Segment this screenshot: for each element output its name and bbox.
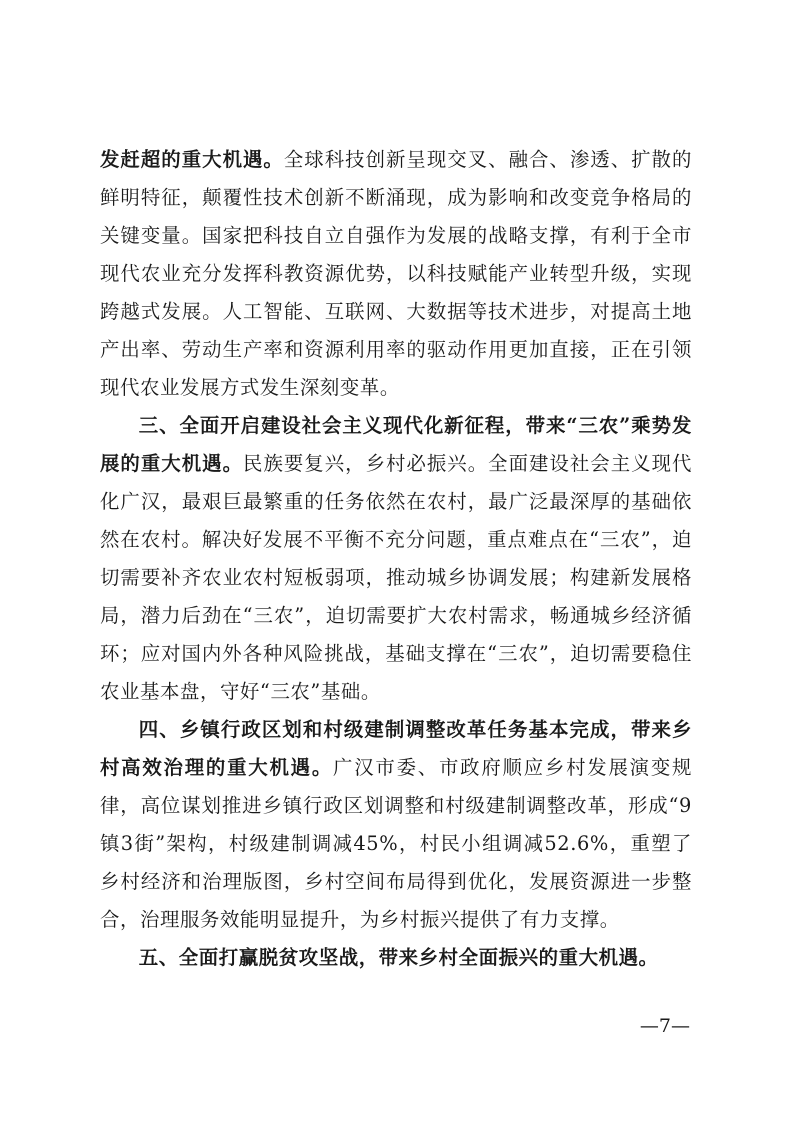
- paragraph-text: 全球科技创新呈现交叉、融合、渗透、扩散的鲜明特征，颠覆性技术创新不断涌现，成为影响和改变竞争格局的关键变量。国家把科技自立自强作为发展的战略支撑，有利于全市现代农业充分发挥科教资源优势，以科技赋能产业转型升级，实现跨越式发展。人工智能、互联网、大数据等技术进步，对提高土地产出率、劳动生产率和资源利用率的驱动作用更加直接，正在引领现代农业发展方式发生深刻变革。: [100, 148, 692, 399]
- document-body: [100, 141, 692, 977]
- paragraph-lead: 发赶超的重大机遇。: [100, 148, 284, 171]
- paragraph-tech-opportunity: [100, 141, 692, 407]
- paragraph-text: 广汉市委、市政府顺应乡村发展演变规律，高位谋划推进乡镇行政区划调整和村级建制调整改革，形成“9镇3街”架构，村级建制调减45%，村民小组调减52.6%，重塑了乡村经济和治理版图，乡村空间布局得到优化，发展资源进一步整合，治理服务效能明显提升，为乡村振兴提供了有力支撑。: [100, 756, 692, 931]
- section-heading: 五、全面打赢脱贫攻坚战，带来乡村全面振兴的重大机遇。: [138, 946, 659, 969]
- paragraph-text: 民族要复兴，乡村必振兴。全面建设社会主义现代化广汉，最艰巨最繁重的任务依然在农村，最广泛最深厚的基础依然在农村。解决好发展不平衡不充分问题，重点难点在“三农”，迫切需要补齐农业农村短板弱项，推动城乡协调发展；构建新发展格局，潜力后劲在“三农”，迫切需要扩大农村需求，畅通城乡经济循环；应对国内外各种风险挑战，基础支撑在“三农”，迫切需要稳住农业基本盘，守好“三农”基础。: [100, 452, 693, 703]
- paragraph-section-five: [100, 939, 692, 977]
- page-number: —7—: [639, 1015, 690, 1037]
- paragraph-section-three: [100, 407, 692, 711]
- section-heading: 四、乡镇行政区划和村级建制调整改革任务基本完成，带来乡村高效治理的重大机遇。: [100, 718, 692, 779]
- paragraph-section-four: [100, 711, 692, 939]
- section-heading: 三、全面开启建设社会主义现代化新征程，带来“三农”乘势发展的重大机遇。: [100, 414, 692, 475]
